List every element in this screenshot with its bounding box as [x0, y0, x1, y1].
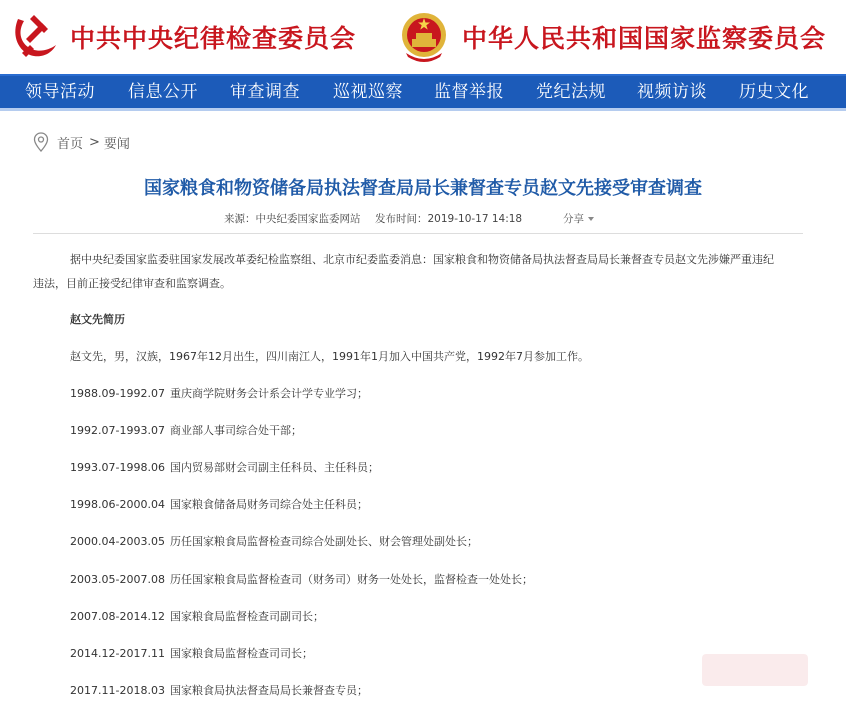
nav-item-inspection[interactable]: 巡视巡察 [333, 82, 403, 102]
resume-desc: 国家粮食储备局财务司综合处主任科员； [170, 498, 368, 511]
nav-item-regulations[interactable]: 党纪法规 [536, 82, 606, 102]
location-pin-icon [33, 132, 49, 152]
resume-row [70, 645, 313, 661]
article-title: 国家粮食和物资储备局执法督查局局长兼督查专员赵文先接受审查调查 [144, 178, 702, 199]
resume-desc: 国内贸易部财会司副主任科员、主任科员； [170, 461, 379, 474]
site-header [0, 0, 846, 74]
nav-item-leadership[interactable]: 领导活动 [25, 82, 95, 102]
main-nav [0, 74, 846, 108]
nsc-title: 中华人民共和国国家监察委员会 [462, 24, 827, 53]
resume-period: 2014.12-2017.11 [70, 647, 165, 660]
resume-desc: 历任国家粮食局监督检查司（财务司）财务一处处长，监督检查一处处长； [170, 573, 533, 586]
article-time: 发布时间：2019-10-17 14:18 [375, 213, 523, 225]
nav-shadow [0, 108, 846, 111]
resume-heading: 赵文先简历 [70, 313, 125, 326]
nsc-brand[interactable] [398, 0, 826, 74]
nav-item-investigation[interactable]: 审查调查 [230, 82, 300, 102]
resume-desc: 国家粮食局执法督查局局长兼督查专员； [170, 684, 368, 697]
resume-row [70, 422, 302, 438]
resume-period: 1993.07-1998.06 [70, 461, 165, 474]
breadcrumb-home-link[interactable]: 首页 [57, 136, 84, 152]
party-emblem-icon [8, 9, 60, 65]
resume-desc: 国家粮食局监督检查司副司长； [170, 610, 324, 623]
resume-period: 2003.05-2007.08 [70, 573, 165, 586]
nav-item-history[interactable]: 历史文化 [739, 82, 809, 102]
resume-row [70, 608, 324, 624]
share-button[interactable] [563, 211, 594, 226]
resume-row [70, 459, 379, 475]
breadcrumb [33, 131, 130, 153]
ccdi-brand[interactable] [8, 0, 356, 74]
nav-item-report[interactable]: 监督举报 [434, 82, 504, 102]
national-emblem-icon [398, 9, 450, 65]
resume-period: 1992.07-1993.07 [70, 424, 165, 437]
resume-period: 2017.11-2018.03 [70, 684, 165, 697]
resume-desc: 国家粮食局监督检查司司长； [170, 647, 313, 660]
resume-row [70, 571, 533, 587]
resume-row [70, 682, 368, 698]
nav-item-info-disclosure[interactable]: 信息公开 [128, 82, 198, 102]
resume-period: 2000.04-2003.05 [70, 535, 165, 548]
article-meta [0, 211, 846, 227]
resume-intro: 赵文先，男，汉族，1967年12月出生，四川南江人，1991年1月加入中国共产党，1992年7月参加工作。 [70, 350, 589, 363]
resume-desc: 历任国家粮食局监督检查司综合处副处长、财会管理处副处长； [170, 535, 478, 548]
breadcrumb-separator: > [89, 134, 100, 150]
ccdi-title: 中共中央纪律检查委员会 [70, 24, 357, 53]
resume-desc: 商业部人事司综合处干部； [170, 424, 302, 437]
resume-row [70, 496, 368, 512]
article-paragraph-line2: 违法，目前正接受纪律审查和监察调查。 [33, 277, 231, 290]
article-source: 来源：中央纪委国家监委网站 [224, 213, 361, 225]
resume-desc: 重庆商学院财务会计系会计学专业学习； [170, 387, 368, 400]
resume-period: 1988.09-1992.07 [70, 387, 165, 400]
chevron-down-icon [588, 217, 594, 221]
resume-row [70, 385, 368, 401]
watermark-icon [700, 650, 810, 690]
title-divider [33, 233, 803, 234]
share-label: 分享 [563, 213, 584, 225]
resume-period: 2007.08-2014.12 [70, 610, 165, 623]
resume-period: 1998.06-2000.04 [70, 498, 165, 511]
breadcrumb-current-link[interactable]: 要闻 [103, 136, 130, 152]
resume-row [70, 533, 478, 549]
article-paragraph-line1: 据中央纪委国家监委驻国家发展改革委纪检监察组、北京市纪委监委消息：国家粮食和物资储备局执法督查局局长兼督查专员赵文先涉嫌严重违纪 [70, 253, 774, 266]
nav-item-video[interactable]: 视频访谈 [637, 82, 707, 102]
